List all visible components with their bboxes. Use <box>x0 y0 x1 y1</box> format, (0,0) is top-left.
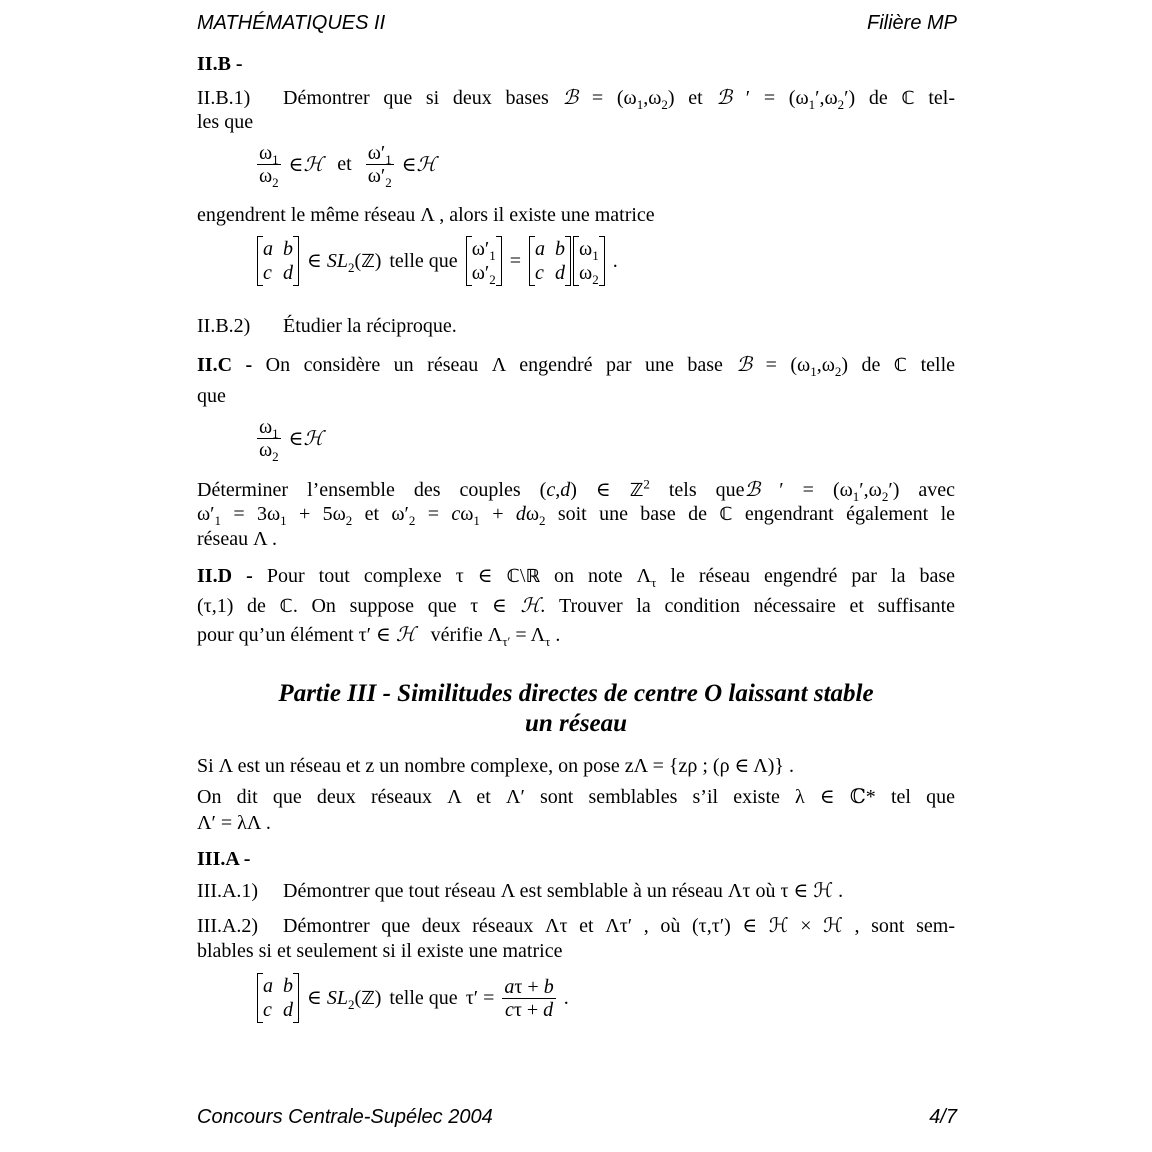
IIB1-matrix-equation: a b c d ∈ $SL_2(ℤ)$ telle que $\omega'_1$ $\omega'_2$ = a b c d $\omega_1$ $\omega_2$ . <box>257 236 618 286</box>
page-footer <box>197 1106 957 1132</box>
page-header <box>197 12 957 38</box>
IIB1-line3: engendrent le même réseau Λ , alors il existe une matrice <box>197 204 655 226</box>
IIC-omega-formula: $\omega'_1 = 3\omega_1 + 5\omega_2$ et $\omega'_2 = c\omega_1 + d\omega_2$ <box>197 503 546 528</box>
IIB2-number: II.B.2) <box>197 315 251 337</box>
IIC-line1 <box>197 352 955 378</box>
part3-p2-line1: On dit que deux réseaux Λ et Λ′ sont semblables s’il existe λ ∈ ℂ* tel que <box>197 786 955 808</box>
header-left: MATHÉMATIQUES II <box>197 12 386 34</box>
footer-left: Concours Centrale-Supélec 2004 <box>197 1106 493 1128</box>
IIB1-ratio-condition: $\frac{\omega_1}{\omega_2}$ ∈ℋ et $\frac{\omega'_1}{\omega'_2}$ ∈ℋ <box>259 142 437 190</box>
IIC-basis-formula: ℬ = $(\omega_1,\omega_2)$ de ℂ telle <box>736 352 956 379</box>
heading-IIIA: III.A - <box>197 848 251 870</box>
IIC-text4c: engendrant également le <box>744 503 956 525</box>
IIC-text3c: avec <box>918 479 956 501</box>
IIC-line5: réseau Λ . <box>197 528 278 550</box>
IID-text1b: on note <box>553 565 623 587</box>
IIIA1-number: III.A.1) <box>197 880 259 902</box>
IIC-text3b: tels que <box>668 479 745 501</box>
IIC-text4b: soit une base de <box>557 503 708 525</box>
IIC-line2: que <box>197 385 226 407</box>
IIC-ratio-condition: $\frac{\omega_1}{\omega_2}$ ∈ℋ <box>259 416 324 464</box>
part3-title-line2: un réseau <box>524 710 628 737</box>
heading-IIC: II.C - <box>197 354 253 376</box>
IIC-line4: $\omega'_1 = 3\omega_1 + 5\omega_2$ et $\omega'_2 = c\omega_1 + d\omega_2$ soit une base de ℂ engendrant également le <box>197 503 956 528</box>
IIIA2-matrix-equation: a b c d ∈ $SL_2(ℤ)$ telle que τ′ = $\frac{a\tau + b}{c\tau + d}$ . <box>257 973 569 1023</box>
IIIA1-text: Démontrer que tout réseau Λ est semblable à un réseau Λτ où τ ∈ ℋ . <box>283 880 844 902</box>
IID-text3b: vérifie <box>430 624 483 646</box>
part3-title-line1: Partie III - Similitudes directes de centre O laissant stable <box>278 680 874 707</box>
IID-line3: pour qu’un élément τ′ ∈ ℋ vérifie $\Lambda_{\tau'} = \Lambda_\tau$ . <box>197 622 561 649</box>
IIIA2-telle-que: telle que <box>389 986 458 1009</box>
IID-text2: . On suppose que <box>292 595 457 617</box>
IID-text3: pour qu’un élément <box>197 624 354 646</box>
IIB1-bases-formula: ℬ = $(\omega_1,\omega_2)$ et ℬ ′ = $(\omega_1',\omega_2')$ de ℂ tel- <box>562 85 956 112</box>
heading-IID: II.D - <box>197 565 253 587</box>
IIB1-line1 <box>197 85 955 111</box>
IIB2-text: Étudier la réciproque. <box>283 315 457 337</box>
header-right: Filière MP <box>866 12 957 34</box>
IIIA2-number: III.A.2) <box>197 915 259 937</box>
part3-p2-line2: Λ′ = λΛ . <box>197 812 271 834</box>
IIIA1-line <box>197 879 955 904</box>
IID-line2: (τ,1) de ℂ. On suppose que τ ∈ ℋ. Trouver la condition nécessaire et suffisante <box>197 593 956 617</box>
heading-IIB: II.B - <box>197 53 243 75</box>
IIB1-number: II.B.1) <box>197 87 251 109</box>
IIC-couples-formula: (c,d) ∈ ℤ$^2$ <box>539 476 650 501</box>
IID-line1: II.D - Pour tout complexe τ ∈ ℂ\ℝ on note $\Lambda_\tau$ le réseau engendré par la base <box>197 565 956 590</box>
IID-text1: Pour tout complexe <box>266 565 442 587</box>
IIIA2-text1: Démontrer que deux réseaux Λτ et Λτ′ , où (τ,τ′) ∈ ℋ × ℋ , sont sem- <box>283 915 955 937</box>
IIB1-text: Démontrer que si deux bases <box>283 87 549 109</box>
IIB1-line2: les que <box>197 111 254 133</box>
IIB1-telle-que: telle que <box>389 249 458 272</box>
IIC-text3: Déterminer l’ensemble des couples <box>197 479 521 501</box>
IIC-line3 <box>197 477 955 503</box>
IIB2-line <box>197 314 955 339</box>
footer-right: 4/7 <box>929 1106 957 1128</box>
IIIA2-line2: blables si et seulement si il existe une matrice <box>197 940 563 962</box>
IIIA2-line1 <box>197 914 955 939</box>
IID-text2b: . Trouver la condition nécessaire et suffisante <box>540 595 956 617</box>
IIC-newbasis-formula: ℬ ′ = $(\omega_1',\omega_2')$ <box>744 477 900 504</box>
part3-p1: Si Λ est un réseau et z un nombre complexe, on pose zΛ = {zρ ; (ρ ∈ Λ)} . <box>197 755 795 777</box>
IID-text1c: le réseau engendré par la base <box>670 565 956 587</box>
IIC-text1: On considère un réseau Λ engendré par une base <box>265 354 723 376</box>
